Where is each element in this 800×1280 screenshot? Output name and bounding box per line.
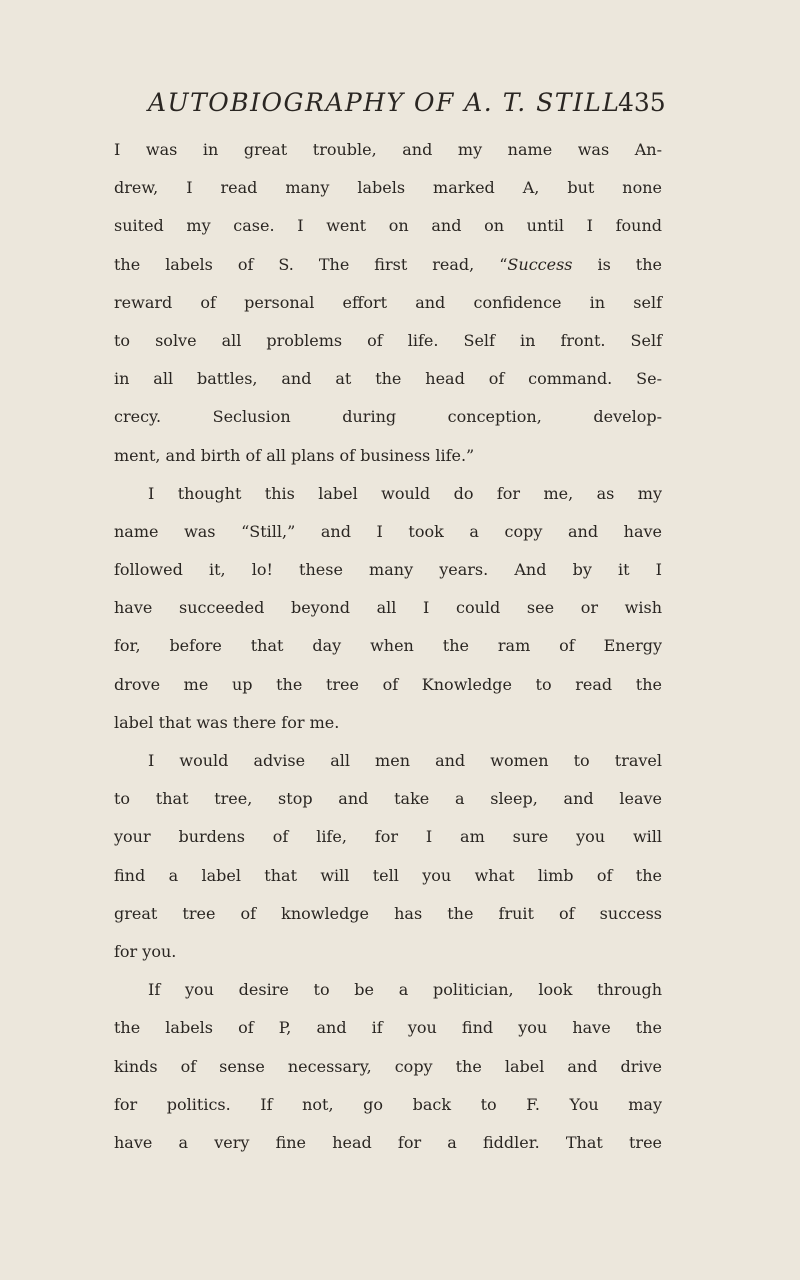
text-line: I would advise all men and women to travel [148, 751, 662, 770]
text-line: name was “Still,” and I took a copy and have [114, 521, 662, 541]
text-segment: the labels of S. The first read, “ [114, 254, 508, 274]
text-line: great tree of knowledge has the fruit of success [114, 903, 662, 923]
paragraph-3 [114, 751, 662, 980]
text-line: for you. [114, 941, 177, 961]
italic-word: Success [507, 254, 573, 274]
text-line: your burdens of life, for I am sure you will [114, 827, 662, 847]
text-line: have succeeded beyond all I could see or wish [114, 598, 662, 618]
text-line [114, 255, 662, 293]
text-line: the labels of P, and if you find you have the [114, 1018, 662, 1038]
text-line: If you desire to be a politician, look through [148, 980, 662, 1000]
page-number: 435 [618, 88, 666, 117]
text-line: drove me up the tree of Knowledge to read the [114, 674, 662, 694]
text-line: label that was there for me. [114, 712, 340, 732]
text-line: find a label that will tell you what limb of the [114, 865, 662, 885]
body-text [114, 140, 662, 1171]
text-line: for politics. If not, go back to F. You may [114, 1094, 662, 1114]
paragraph-4 [114, 980, 662, 1171]
text-line: ment, and birth of all plans of business life.” [114, 445, 475, 465]
paragraph-2 [114, 484, 662, 751]
text-line: crecy. Seclusion during conception, develop- [114, 407, 662, 427]
text-line: I thought this label would do for me, as my [148, 483, 662, 503]
text-line: drew, I read many labels marked A, but none [114, 178, 662, 198]
text-line: I was in great trouble, and my name was An- [114, 140, 662, 159]
text-line: to that tree, stop and take a sleep, and leave [114, 789, 662, 809]
running-head [148, 88, 666, 128]
paragraph-1 [114, 140, 662, 484]
text-line: have a very fine head for a fiddler. That tree [114, 1132, 662, 1152]
text-line: reward of personal effort and confidence in self [114, 292, 662, 312]
text-line: for, before that day when the ram of Energy [114, 636, 662, 656]
text-line: suited my case. I went on and on until I found [114, 216, 662, 236]
text-line: to solve all problems of life. Self in front. Self [114, 330, 662, 350]
text-line: in all battles, and at the head of command. Se- [114, 369, 662, 389]
running-head-title: AUTOBIOGRAPHY OF A. T. STILL. [148, 88, 630, 117]
text-segment: is the [572, 254, 663, 274]
text-line: kinds of sense necessary, copy the label and drive [114, 1056, 662, 1076]
text-line: followed it, lo! these many years. And by it I [114, 560, 662, 580]
